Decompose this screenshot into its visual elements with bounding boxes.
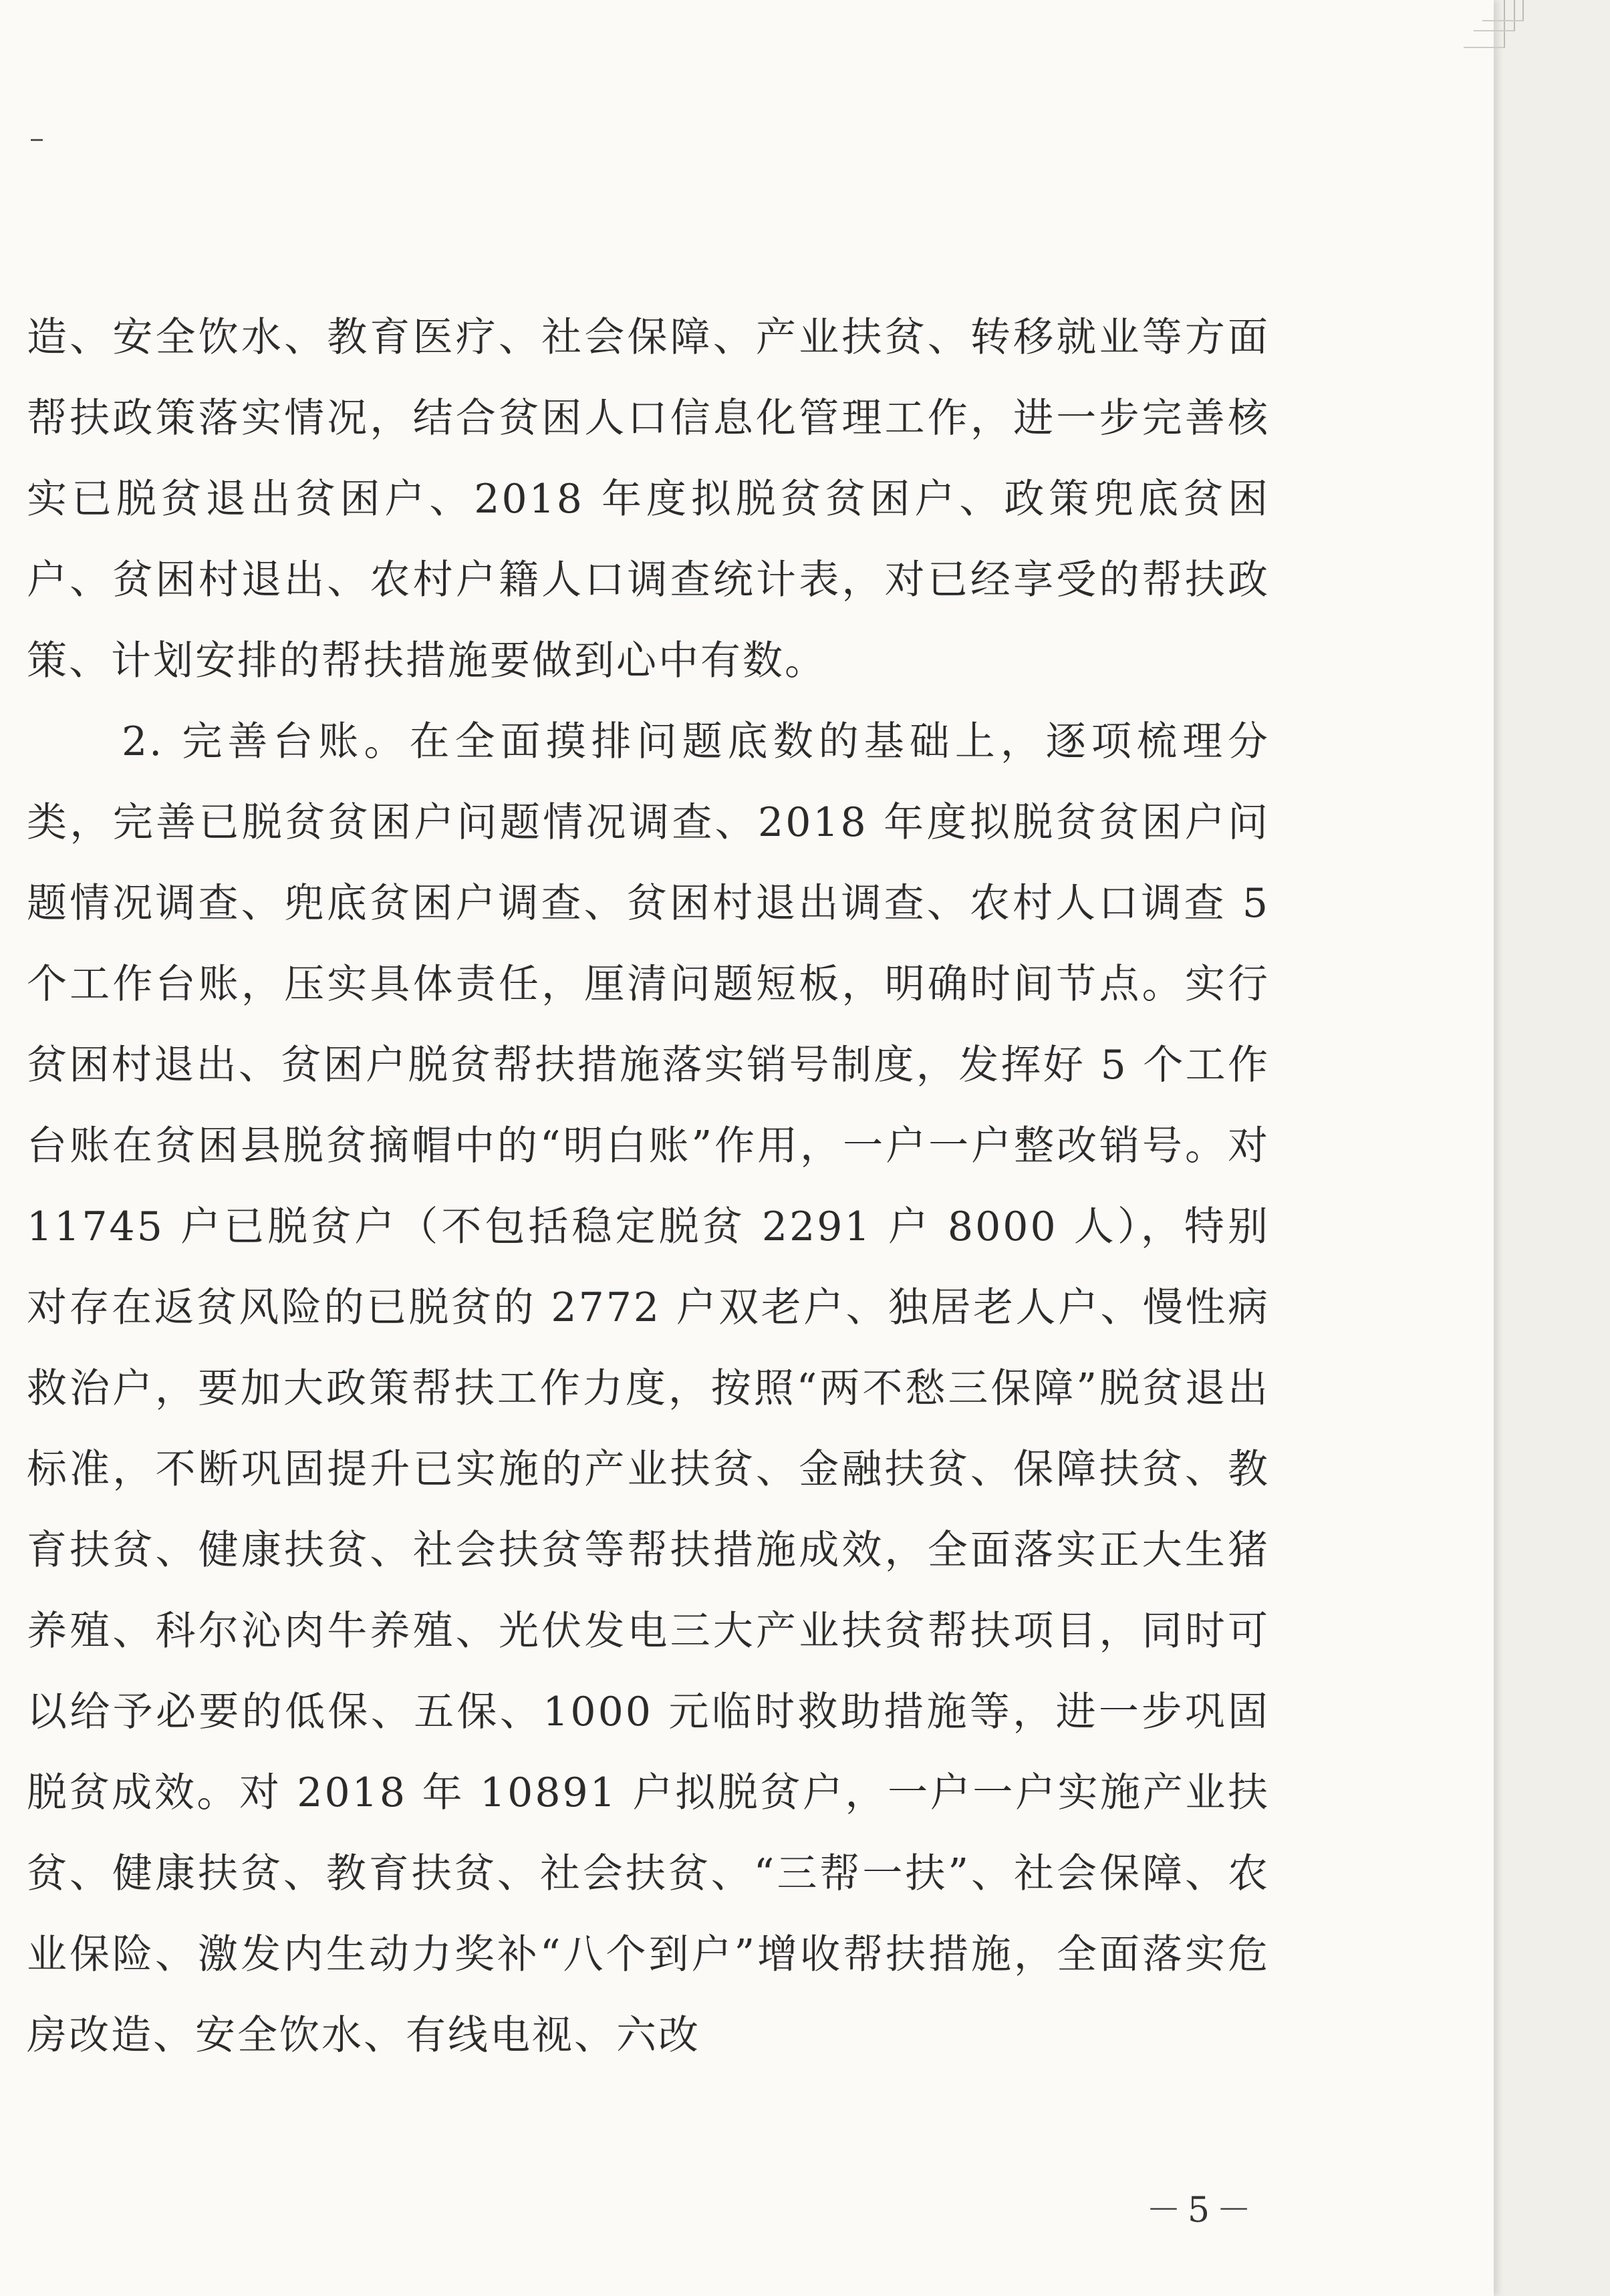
page-number: －5－	[1146, 2190, 1258, 2231]
page-edge	[1482, 0, 1524, 21]
margin-mark	[31, 139, 43, 141]
paragraph-1: 造、安全饮水、教育医疗、社会保障、产业扶贫、转移就业等方面帮扶政策落实情况，结合贫困人口信息化管理工作，进一步完善核实已脱贫退出贫困户、2018 年度拟脱贫贫困户、政策兜底贫困户、贫困村退出、农村户籍人口调查统计表，对已经享受的帮扶政策、计划安排的帮扶措施要做到心中有数。	[27, 314, 1270, 684]
paragraph-2: 2. 完善台账。在全面摸排问题底数的基础上，逐项梳理分类，完善已脱贫贫困户问题情况调查、2018 年度拟脱贫贫困户问题情况调查、兜底贫困户调查、贫困村退出调查、农村人口调查 5 个工作台账，压实具体责任，厘清问题短板，明确时间节点。实行贫困村退出、贫困户脱贫帮扶措施落实销号制度，发挥好 5 个工作台账在贫困县脱贫摘帽中的“明白账”作用，一户一户整改销号。对 11745 户已脱贫户（不包括稳定脱贫 2291 户 8000 人），特别对存在返贫风险的已脱贫的 2772 户双老户、独居老人户、慢性病救治户，要加大政策帮扶工作力度，按照“两不愁三保障”脱贫退出标准，不断巩固提升已实施的产业扶贫、金融扶贫、保障扶贫、教育扶贫、健康扶贫、社会扶贫等帮扶措施成效，全面落实正大生猪养殖、科尔沁肉牛养殖、光伏发电三大产业扶贫帮扶项目，同时可以给予必要的低保、五保、1000 元临时救助措施等，进一步巩固脱贫成效。对 2018 年 10891 户拟脱贫户，一户一户实施产业扶贫、健康扶贫、教育扶贫、社会扶贫、“三帮一扶”、社会保障、农业保险、激发内生动力奖补“八个到户”增收帮扶措施，全面落实危房改造、安全饮水、有线电视、六改	[27, 718, 1270, 2059]
body-text	[27, 297, 1270, 2076]
